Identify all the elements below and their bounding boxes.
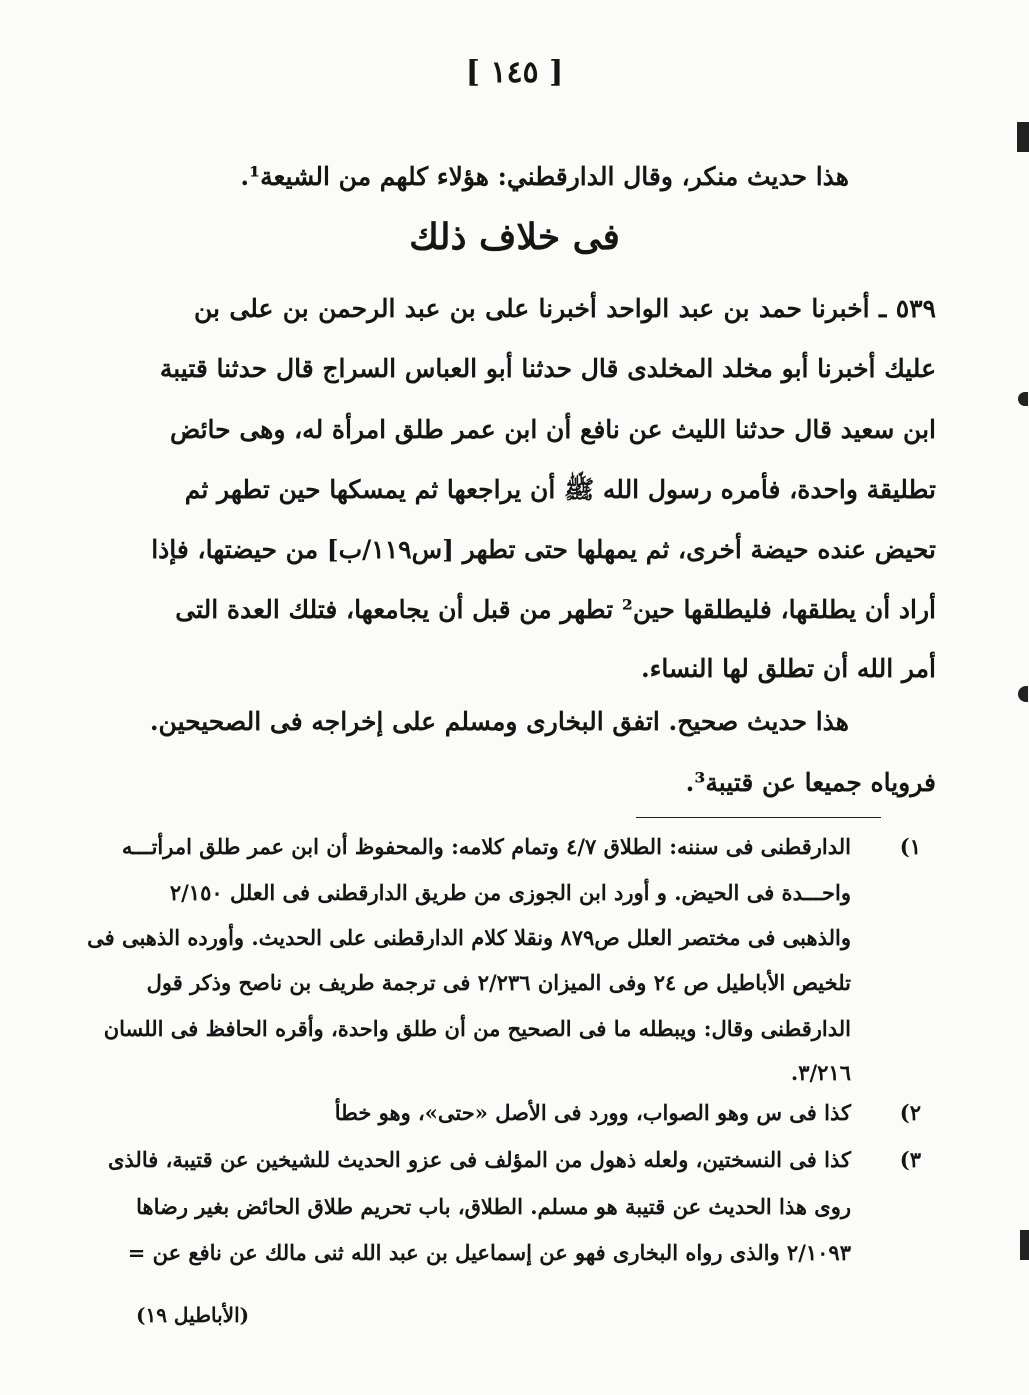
hadith-line: عليك أخبرنا أبو مخلد المخلدى قال حدثنا أبو العباس السراج قال حدثنا قتيبة <box>159 354 936 383</box>
footnote-line: كذا فى س وهو الصواب، وورد فى الأصل «حتى»، وهو خطأ <box>334 1100 851 1125</box>
scan-edge-mark <box>1018 686 1028 702</box>
footnote-line: كذا فى النسختين، ولعله ذهول من المؤلف فى عزو الحديث للشيخين عن قتيبة، فالذى <box>107 1147 851 1172</box>
footnote-separator <box>636 817 881 818</box>
page-signature: (الأباطيل ١٩) <box>136 1303 250 1327</box>
verdict-line: هذا حديث صحيح. اتفق البخارى ومسلم على إخراجه فى الصحيحين. <box>149 707 849 736</box>
footnote-line: والذهبى فى مختصر العلل ص٨٧٩ ونقلا كلام الدارقطنى على الحديث. وأورده الذهبى فى <box>87 925 851 950</box>
footnote-line: الدارقطنى وقال: ويبطله ما فى الصحيح من أن طلق واحدة، وأقره الحافظ فى اللسان <box>103 1016 851 1041</box>
hadith-line: أمر الله أن تطلق لها النساء. <box>640 654 936 683</box>
section-heading: فى خلاف ذلك <box>409 216 620 258</box>
scan-edge-mark <box>1017 122 1029 152</box>
footnote-line: ٣/٢١٦. <box>790 1060 851 1085</box>
footnote-number: ١) <box>899 834 921 859</box>
scan-edge-mark <box>1018 392 1028 406</box>
hadith-line: ٥٣٩ ـ أخبرنا حمد بن عبد الواحد أخبرنا على بن عبد الرحمن بن على بن <box>194 294 936 323</box>
hadith-line: ابن سعيد قال حدثنا الليث عن نافع أن ابن عمر طلق امرأة له، وهى حائض <box>169 415 936 444</box>
intro-line: هذا حديث منكر، وقال الدارقطني: هؤلاء كلهم من الشيعة¹. <box>240 162 849 191</box>
hadith-line: تحيض عنده حيضة أخرى، ثم يمهلها حتى تطهر [س١١٩/ب] من حيضتها، فإذا <box>151 535 936 564</box>
page-number: [ ١٤٥ ] <box>465 55 564 90</box>
verdict-line: فروياه جميعا عن قتيبة³. <box>685 768 936 797</box>
hadith-line: أراد أن يطلقها، فليطلقها حين² تطهر من قبل أن يجامعها، فتلك العدة التى <box>175 595 936 624</box>
footnote-line: تلخيص الأباطيل ص ٢٤ وفى الميزان ٢/٢٣٦ فى ترجمة طريف بن ناصح وذكر قول <box>146 970 851 995</box>
footnote-line: ٢/١٠٩٣ والذى رواه البخارى فهو عن إسماعيل بن عبد الله ثنى مالك عن نافع عن = <box>127 1240 851 1265</box>
footnote-number: ٢) <box>899 1100 921 1125</box>
footnote-line: روى هذا الحديث عن قتيبة هو مسلم. الطلاق، باب تحريم طلاق الحائض بغير رضاها <box>136 1194 851 1219</box>
footnote-number: ٣) <box>899 1147 921 1172</box>
footnote-line: واحـــدة فى الحيض. و أورد ابن الجوزى من طريق الدارقطنى فى العلل ٢/١٥٠ <box>169 880 851 905</box>
scan-edge-mark <box>1020 1230 1029 1260</box>
hadith-line: تطليقة واحدة، فأمره رسول الله ﷺ أن يراجعها ثم يمسكها حين تطهر ثم <box>184 475 936 504</box>
footnote-line: الدارقطنى فى سننه: الطلاق ٤/٧ وتمام كلامه: والمحفوظ أن ابن عمر طلق امرأتـــه <box>121 834 851 859</box>
